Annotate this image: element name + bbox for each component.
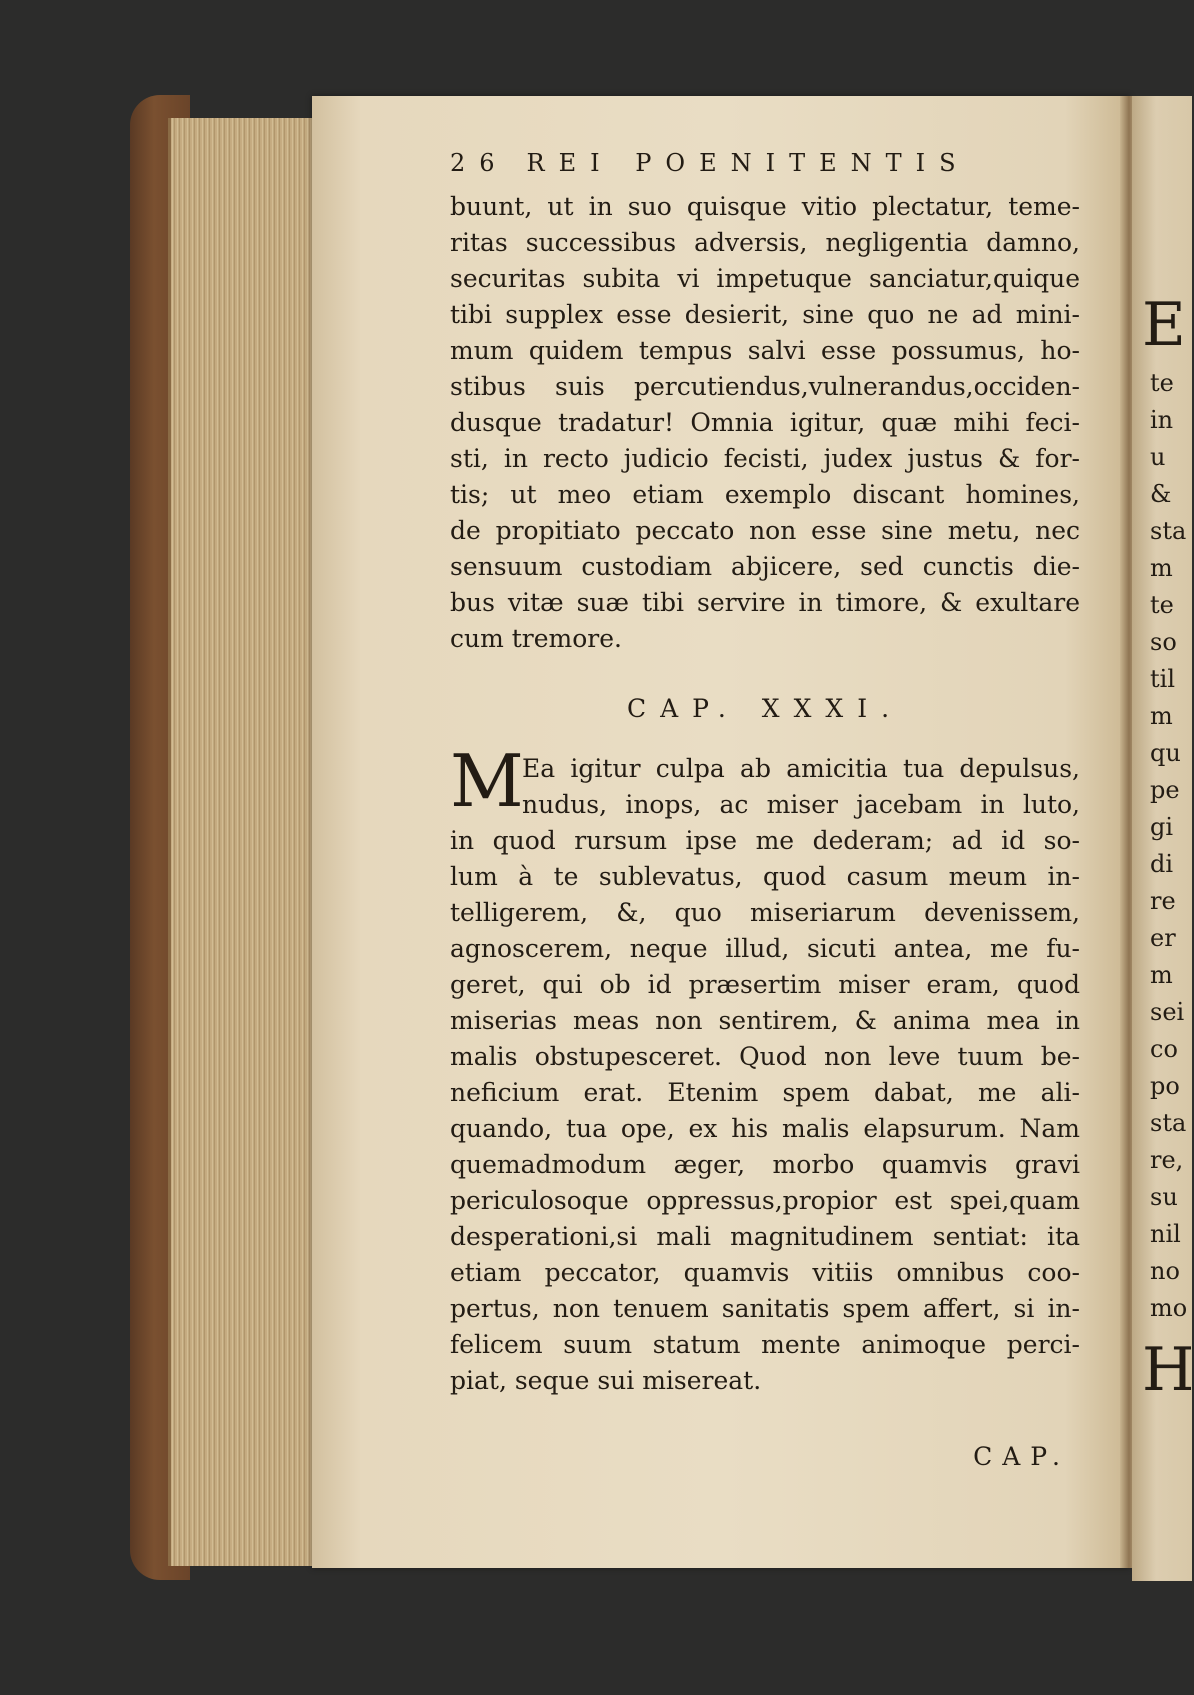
fragment-line: sta (1150, 1109, 1187, 1137)
paragraph-1 (450, 189, 1080, 657)
text-line: felicem suum statum mente animoque perci- (450, 1330, 1080, 1359)
text-line: agnoscerem, neque illud, sicuti antea, me fu- (450, 934, 1080, 963)
text-line: dusque tradatur! Omnia igitur, quæ mihi feci- (450, 408, 1080, 437)
fragment-line: mo (1150, 1294, 1188, 1322)
text-line: etiam peccator, quamvis vitiis omnibus coo- (450, 1258, 1080, 1287)
fragment-line: di (1150, 850, 1174, 878)
fragment-line: til (1150, 665, 1175, 693)
text-line: miserias meas non sentirem, & anima mea in (450, 1006, 1080, 1035)
fragment-line: co (1150, 1035, 1178, 1063)
fragment-line: te (1150, 369, 1174, 397)
page-edges (168, 118, 321, 1566)
fragment-line: in (1150, 406, 1174, 434)
fragment-line: & (1150, 480, 1172, 508)
drop-cap: M (450, 739, 524, 823)
fragment-line: sta (1150, 517, 1187, 545)
text-line: de propitiato peccato non esse sine metu, nec (450, 516, 1080, 545)
text-line: tibi supplex esse desierit, sine quo ne ad mini- (450, 300, 1080, 329)
text-line: lum à te sublevatus, quod casum meum in- (450, 862, 1080, 891)
facing-page-big-letter-bottom: H (1142, 1335, 1194, 1405)
fragment-line: nil (1150, 1220, 1181, 1248)
fragment-line: su (1150, 1183, 1178, 1211)
fragment-line: er (1150, 924, 1176, 952)
text-line: in quod rursum ipse me dederam; ad id so- (450, 826, 1080, 855)
running-title: REI POENITENTIS (526, 149, 970, 177)
text-line: nudus, inops, ac miser jacebam in luto, (522, 790, 1080, 819)
text-line: buunt, ut in suo quisque vitio plectatur, teme- (450, 192, 1080, 221)
text-line: securitas subita vi impetuque sanciatur,quique (450, 264, 1080, 293)
fragment-line: m (1150, 554, 1173, 582)
fragment-line: re, (1150, 1146, 1184, 1174)
facing-page-fragments (1150, 365, 1188, 1327)
text-line: Ea igitur culpa ab amicitia tua depulsus, (522, 754, 1080, 783)
text-line: sensuum custodiam abjicere, sed cunctis die- (450, 552, 1080, 581)
page-number: 26 (450, 149, 509, 177)
text-line: sti, in recto judicio fecisti, judex justus & for- (450, 444, 1080, 473)
facing-page-big-letter-top: E (1142, 290, 1186, 360)
fragment-line: re (1150, 887, 1176, 915)
chapter-title: CAP. XXXI. (626, 694, 904, 723)
text-line: bus vitæ suæ tibi servire in timore, & exultare (450, 588, 1080, 617)
text-line: mum quidem tempus salvi esse possumus, ho- (450, 336, 1080, 365)
fragment-line: m (1150, 961, 1173, 989)
catchword: CAP. (973, 1442, 1070, 1471)
text-line: ritas successibus adversis, negligentia damno, (450, 228, 1080, 257)
fragment-line: te (1150, 591, 1174, 619)
running-head (450, 145, 1080, 189)
fragment-line: qu (1150, 739, 1181, 767)
text-line: piat, seque sui misereat. (450, 1366, 762, 1395)
text-line: periculosoque oppressus,propior est spei,quam (450, 1186, 1080, 1215)
text-line: desperationi,si mali magnitudinem sentiat: ita (450, 1222, 1080, 1251)
text-line: neficium erat. Etenim spem dabat, me ali- (450, 1078, 1080, 1107)
fragment-line: m (1150, 702, 1173, 730)
fragment-line: sei (1150, 998, 1185, 1026)
fragment-line: po (1150, 1072, 1180, 1100)
text-line: quemadmodum æger, morbo quamvis gravi (450, 1150, 1080, 1179)
text-line: stibus suis percutiendus,vulnerandus,occiden- (450, 372, 1080, 401)
text-line: pertus, non tenuem sanitatis spem affert, si in- (450, 1294, 1080, 1323)
fragment-line: u (1150, 443, 1166, 471)
fragment-line: no (1150, 1257, 1180, 1285)
text-line: quando, tua ope, ex his malis elapsurum. Nam (450, 1114, 1080, 1143)
paragraph-2 (450, 739, 1080, 1399)
text-line: geret, qui ob id præsertim miser eram, quod (450, 970, 1080, 999)
page-text (450, 145, 1080, 1475)
fragment-line: pe (1150, 776, 1180, 804)
text-line: tis; ut meo etiam exemplo discant homines, (450, 480, 1080, 509)
fragment-line: gi (1150, 813, 1174, 841)
text-line: cum tremore. (450, 624, 622, 653)
text-line: telligerem, &, quo miseriarum devenissem, (450, 898, 1080, 927)
text-line: malis obstupesceret. Quod non leve tuum be- (450, 1042, 1080, 1071)
fragment-line: so (1150, 628, 1177, 656)
